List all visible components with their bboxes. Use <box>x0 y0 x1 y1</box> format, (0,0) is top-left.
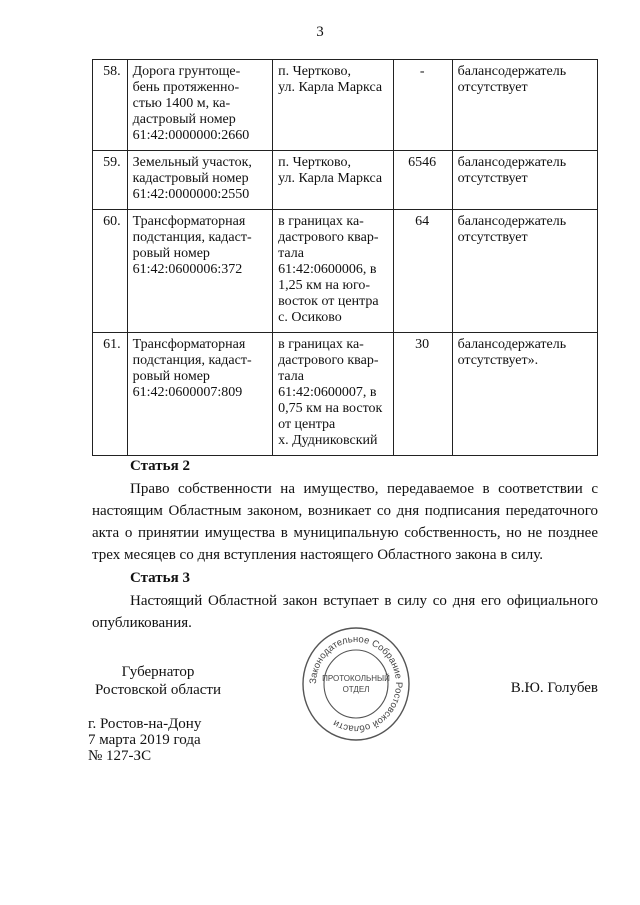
seal-inner-ring <box>324 650 388 718</box>
article-3-text: Настоящий Областной закон вступает в силу со дня его официального опубликования. <box>92 593 598 631</box>
table-row <box>93 333 598 456</box>
stamp-seal <box>300 625 412 743</box>
property-table <box>92 59 598 456</box>
property-description: Дорога грунтоще- бень протяженно- стью 1400 м, ка- дастровый номер 61:42:0000000:2660 <box>127 60 273 151</box>
property-holder: балансодержатель отсутствует <box>452 151 597 210</box>
property-holder: балансодержатель отсутствует». <box>452 333 597 456</box>
signatory-name: В.Ю. Голубев <box>510 680 598 696</box>
property-address: п. Чертково, ул. Карла Маркса <box>273 60 394 151</box>
property-area: 30 <box>393 333 452 456</box>
signatory-title-line2: Ростовской области <box>95 682 221 698</box>
document-city: г. Ростов-на-Дону <box>88 716 202 732</box>
property-holder: балансодержатель отсутствует <box>452 210 597 333</box>
property-area: 64 <box>393 210 452 333</box>
seal-ring-text: Законодательное Собрание Ростовской области <box>307 633 405 735</box>
article-2-heading: Статья 2 <box>130 458 190 474</box>
signatory-title-line1: Губернатор <box>121 664 195 680</box>
property-area: 6546 <box>393 151 452 210</box>
row-number: 60. <box>93 210 128 333</box>
table-row <box>93 151 598 210</box>
row-number: 58. <box>93 60 128 151</box>
seal-center-line2: ОТДЕЛ <box>342 685 370 694</box>
place-and-date <box>88 716 201 764</box>
row-number: 59. <box>93 151 128 210</box>
page-number: 3 <box>316 24 324 40</box>
document-number: № 127-ЗС <box>88 748 152 764</box>
property-holder: балансодержатель отсутствует <box>452 60 597 151</box>
seal-center-line1: ПРОТОКОЛЬНЫЙ <box>322 674 390 683</box>
property-description: Трансформаторная подстанция, кадаст- ровый номер 61:42:0600007:809 <box>127 333 273 456</box>
table-row <box>93 60 598 151</box>
row-number: 61. <box>93 333 128 456</box>
signatory-title <box>88 663 228 699</box>
article-2-text: Право собственности на имущество, передаваемое в соответствии с настоящим Областным законом, возникает со дня подписания передаточного акта о принятии имущества в муниципальную собственность, но не позднее трех месяцев со дня вступления настоящего Областного закона в силу. <box>92 481 598 563</box>
article-3-heading: Статья 3 <box>130 570 190 586</box>
property-address: п. Чертково, ул. Карла Маркса <box>273 151 394 210</box>
table-row <box>93 210 598 333</box>
property-address: в границах ка- дастрового квар- тала 61:42:0600006, в 1,25 км на юго- восток от центра с. Осиково <box>273 210 394 333</box>
property-description: Земельный участок, кадастровый номер 61:42:0000000:2550 <box>127 151 273 210</box>
property-description: Трансформаторная подстанция, кадаст- ровый номер 61:42:0600006:372 <box>127 210 273 333</box>
property-address: в границах ка- дастрового квар- тала 61:42:0600007, в 0,75 км на восток от центра х. Дудниковский <box>273 333 394 456</box>
document-date: 7 марта 2019 года <box>88 732 201 748</box>
property-area: - <box>393 60 452 151</box>
